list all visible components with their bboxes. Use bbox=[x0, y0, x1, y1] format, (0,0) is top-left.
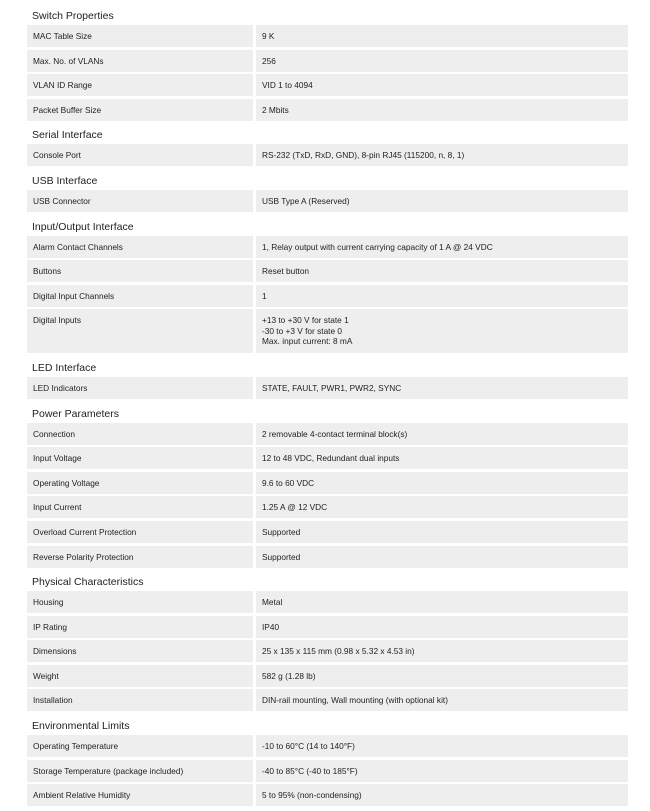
spec-row-ambient-relative-humidity bbox=[27, 784, 628, 806]
spec-value bbox=[256, 144, 628, 166]
spec-value bbox=[256, 25, 628, 47]
spec-row-storage-temperature-package-included bbox=[27, 760, 628, 782]
section-usb-interface bbox=[27, 169, 628, 212]
section-switch-properties bbox=[27, 4, 628, 121]
spec-value bbox=[256, 236, 628, 258]
spec-value-line: -30 to +3 V for state 0 bbox=[262, 325, 343, 336]
spec-label: Digital Input Channels bbox=[27, 285, 253, 307]
section-environmental-limits bbox=[27, 714, 628, 806]
spec-row-led-indicators bbox=[27, 377, 628, 399]
spec-row-digital-input-channels bbox=[27, 285, 628, 307]
spec-value bbox=[256, 50, 628, 72]
spec-value bbox=[256, 423, 628, 445]
spec-value bbox=[256, 521, 628, 543]
spec-row-installation bbox=[27, 689, 628, 711]
spec-row-input-voltage bbox=[27, 447, 628, 469]
spec-value bbox=[256, 689, 628, 711]
spec-value bbox=[256, 74, 628, 96]
spec-value bbox=[256, 285, 628, 307]
spec-value-line: VID 1 to 4094 bbox=[262, 80, 313, 91]
spec-value-line: -40 to 85°C (-40 to 185°F) bbox=[262, 765, 358, 776]
spec-value-line: 9.6 to 60 VDC bbox=[262, 477, 315, 488]
spec-row-reverse-polarity-protection bbox=[27, 546, 628, 568]
spec-value bbox=[256, 616, 628, 638]
section-title: Serial Interface bbox=[32, 129, 103, 142]
spec-label: Housing bbox=[27, 591, 253, 613]
spec-label: LED Indicators bbox=[27, 377, 253, 399]
spec-label: Dimensions bbox=[27, 640, 253, 662]
spec-value-line: 256 bbox=[262, 55, 276, 66]
spec-value bbox=[256, 735, 628, 757]
spec-row-operating-voltage bbox=[27, 472, 628, 494]
section-led-interface bbox=[27, 356, 628, 399]
section-title: Switch Properties bbox=[32, 10, 114, 22]
spec-value-line: 25 x 135 x 115 mm (0.98 x 5.32 x 4.53 in) bbox=[262, 646, 415, 657]
spec-label: Storage Temperature (package included) bbox=[27, 760, 253, 782]
spec-label: USB Connector bbox=[27, 190, 253, 212]
spec-label: Digital Inputs bbox=[27, 309, 253, 353]
spec-label: Installation bbox=[27, 689, 253, 711]
section-title: Environmental Limits bbox=[32, 720, 130, 733]
spec-label: Ambient Relative Humidity bbox=[27, 784, 253, 806]
section-serial-interface bbox=[27, 123, 628, 166]
spec-label: Operating Voltage bbox=[27, 472, 253, 494]
spec-row-mac-table-size bbox=[27, 25, 628, 47]
spec-value-line: 582 g (1.28 lb) bbox=[262, 670, 316, 681]
spec-label: Buttons bbox=[27, 260, 253, 282]
spec-label: Overload Current Protection bbox=[27, 521, 253, 543]
spec-row-digital-inputs bbox=[27, 309, 628, 353]
spec-row-vlan-id-range bbox=[27, 74, 628, 96]
spec-row-operating-temperature bbox=[27, 735, 628, 757]
spec-value-line: Supported bbox=[262, 526, 301, 537]
spec-value-line: IP40 bbox=[262, 621, 280, 632]
spec-value-line: 9 K bbox=[262, 31, 275, 41]
spec-row-max-no-of-vlans bbox=[27, 50, 628, 72]
spec-row-weight bbox=[27, 665, 628, 687]
spec-value-line: USB Type A (Reserved) bbox=[262, 195, 350, 206]
spec-value bbox=[256, 447, 628, 469]
spec-table bbox=[27, 4, 628, 809]
section-input-output-interface bbox=[27, 215, 628, 354]
spec-label: VLAN ID Range bbox=[27, 74, 253, 96]
spec-value-line: STATE, FAULT, PWR1, PWR2, SYNC bbox=[262, 382, 402, 393]
spec-value bbox=[256, 260, 628, 282]
spec-row-console-port bbox=[27, 144, 628, 166]
section-title: LED Interface bbox=[32, 361, 97, 374]
spec-label: Weight bbox=[27, 665, 253, 687]
section-title: Physical Characteristics bbox=[32, 576, 144, 589]
spec-value bbox=[256, 99, 628, 121]
spec-value-line: +13 to +30 V for state 1 bbox=[262, 315, 349, 326]
spec-row-connection bbox=[27, 423, 628, 445]
spec-value bbox=[256, 496, 628, 518]
spec-label: Console Port bbox=[27, 144, 253, 166]
spec-value bbox=[256, 377, 628, 399]
section-title: USB Interface bbox=[32, 174, 98, 187]
section-power-parameters bbox=[27, 402, 628, 568]
spec-value bbox=[256, 760, 628, 782]
spec-row-input-current bbox=[27, 496, 628, 518]
spec-label: Connection bbox=[27, 423, 253, 445]
spec-value-line: 1.25 A @ 12 VDC bbox=[262, 502, 328, 513]
spec-row-buttons bbox=[27, 260, 628, 282]
spec-value-line: 5 to 95% (non-condensing) bbox=[262, 790, 362, 801]
spec-label: MAC Table Size bbox=[27, 25, 253, 47]
section-title: Input/Output Interface bbox=[32, 220, 134, 233]
spec-value bbox=[256, 309, 628, 353]
spec-value-line: 2 Mbits bbox=[262, 104, 289, 115]
spec-value bbox=[256, 784, 628, 806]
spec-value-line: Max. input current: 8 mA bbox=[262, 336, 353, 347]
spec-value-line: -10 to 60°C (14 to 140°F) bbox=[262, 741, 355, 752]
spec-value-line: 1, Relay output with current carrying capacity of 1 A @ 24 VDC bbox=[262, 241, 493, 252]
section-physical-characteristics bbox=[27, 570, 628, 711]
spec-row-alarm-contact-channels bbox=[27, 236, 628, 258]
spec-value bbox=[256, 640, 628, 662]
spec-row-usb-connector bbox=[27, 190, 628, 212]
spec-label: Input Current bbox=[27, 496, 253, 518]
spec-value bbox=[256, 546, 628, 568]
spec-value-line: RS-232 (TxD, RxD, GND), 8-pin RJ45 (115200, n, 8, 1) bbox=[262, 150, 465, 161]
spec-value bbox=[256, 190, 628, 212]
spec-value-line: Reset button bbox=[262, 266, 310, 277]
spec-value-line: DIN-rail mounting, Wall mounting (with optional kit) bbox=[262, 695, 448, 706]
spec-label: Packet Buffer Size bbox=[27, 99, 253, 121]
spec-value-line: Metal bbox=[262, 597, 283, 608]
spec-label: Max. No. of VLANs bbox=[27, 50, 253, 72]
spec-label: Reverse Polarity Protection bbox=[27, 546, 253, 568]
spec-value bbox=[256, 665, 628, 687]
spec-label: Input Voltage bbox=[27, 447, 253, 469]
spec-value-line: 1 bbox=[262, 290, 267, 301]
spec-label: Operating Temperature bbox=[27, 735, 253, 757]
section-title: Power Parameters bbox=[32, 407, 119, 420]
spec-row-overload-current-protection bbox=[27, 521, 628, 543]
spec-label: Alarm Contact Channels bbox=[27, 236, 253, 258]
spec-value-line: 2 removable 4-contact terminal block(s) bbox=[262, 428, 408, 439]
spec-value-line: 12 to 48 VDC, Redundant dual inputs bbox=[262, 453, 400, 464]
spec-row-ip-rating bbox=[27, 616, 628, 638]
spec-row-housing bbox=[27, 591, 628, 613]
spec-label: IP Rating bbox=[27, 616, 253, 638]
spec-row-dimensions bbox=[27, 640, 628, 662]
spec-row-packet-buffer-size bbox=[27, 99, 628, 121]
spec-value bbox=[256, 472, 628, 494]
spec-value-line: Supported bbox=[262, 551, 301, 562]
spec-value bbox=[256, 591, 628, 613]
